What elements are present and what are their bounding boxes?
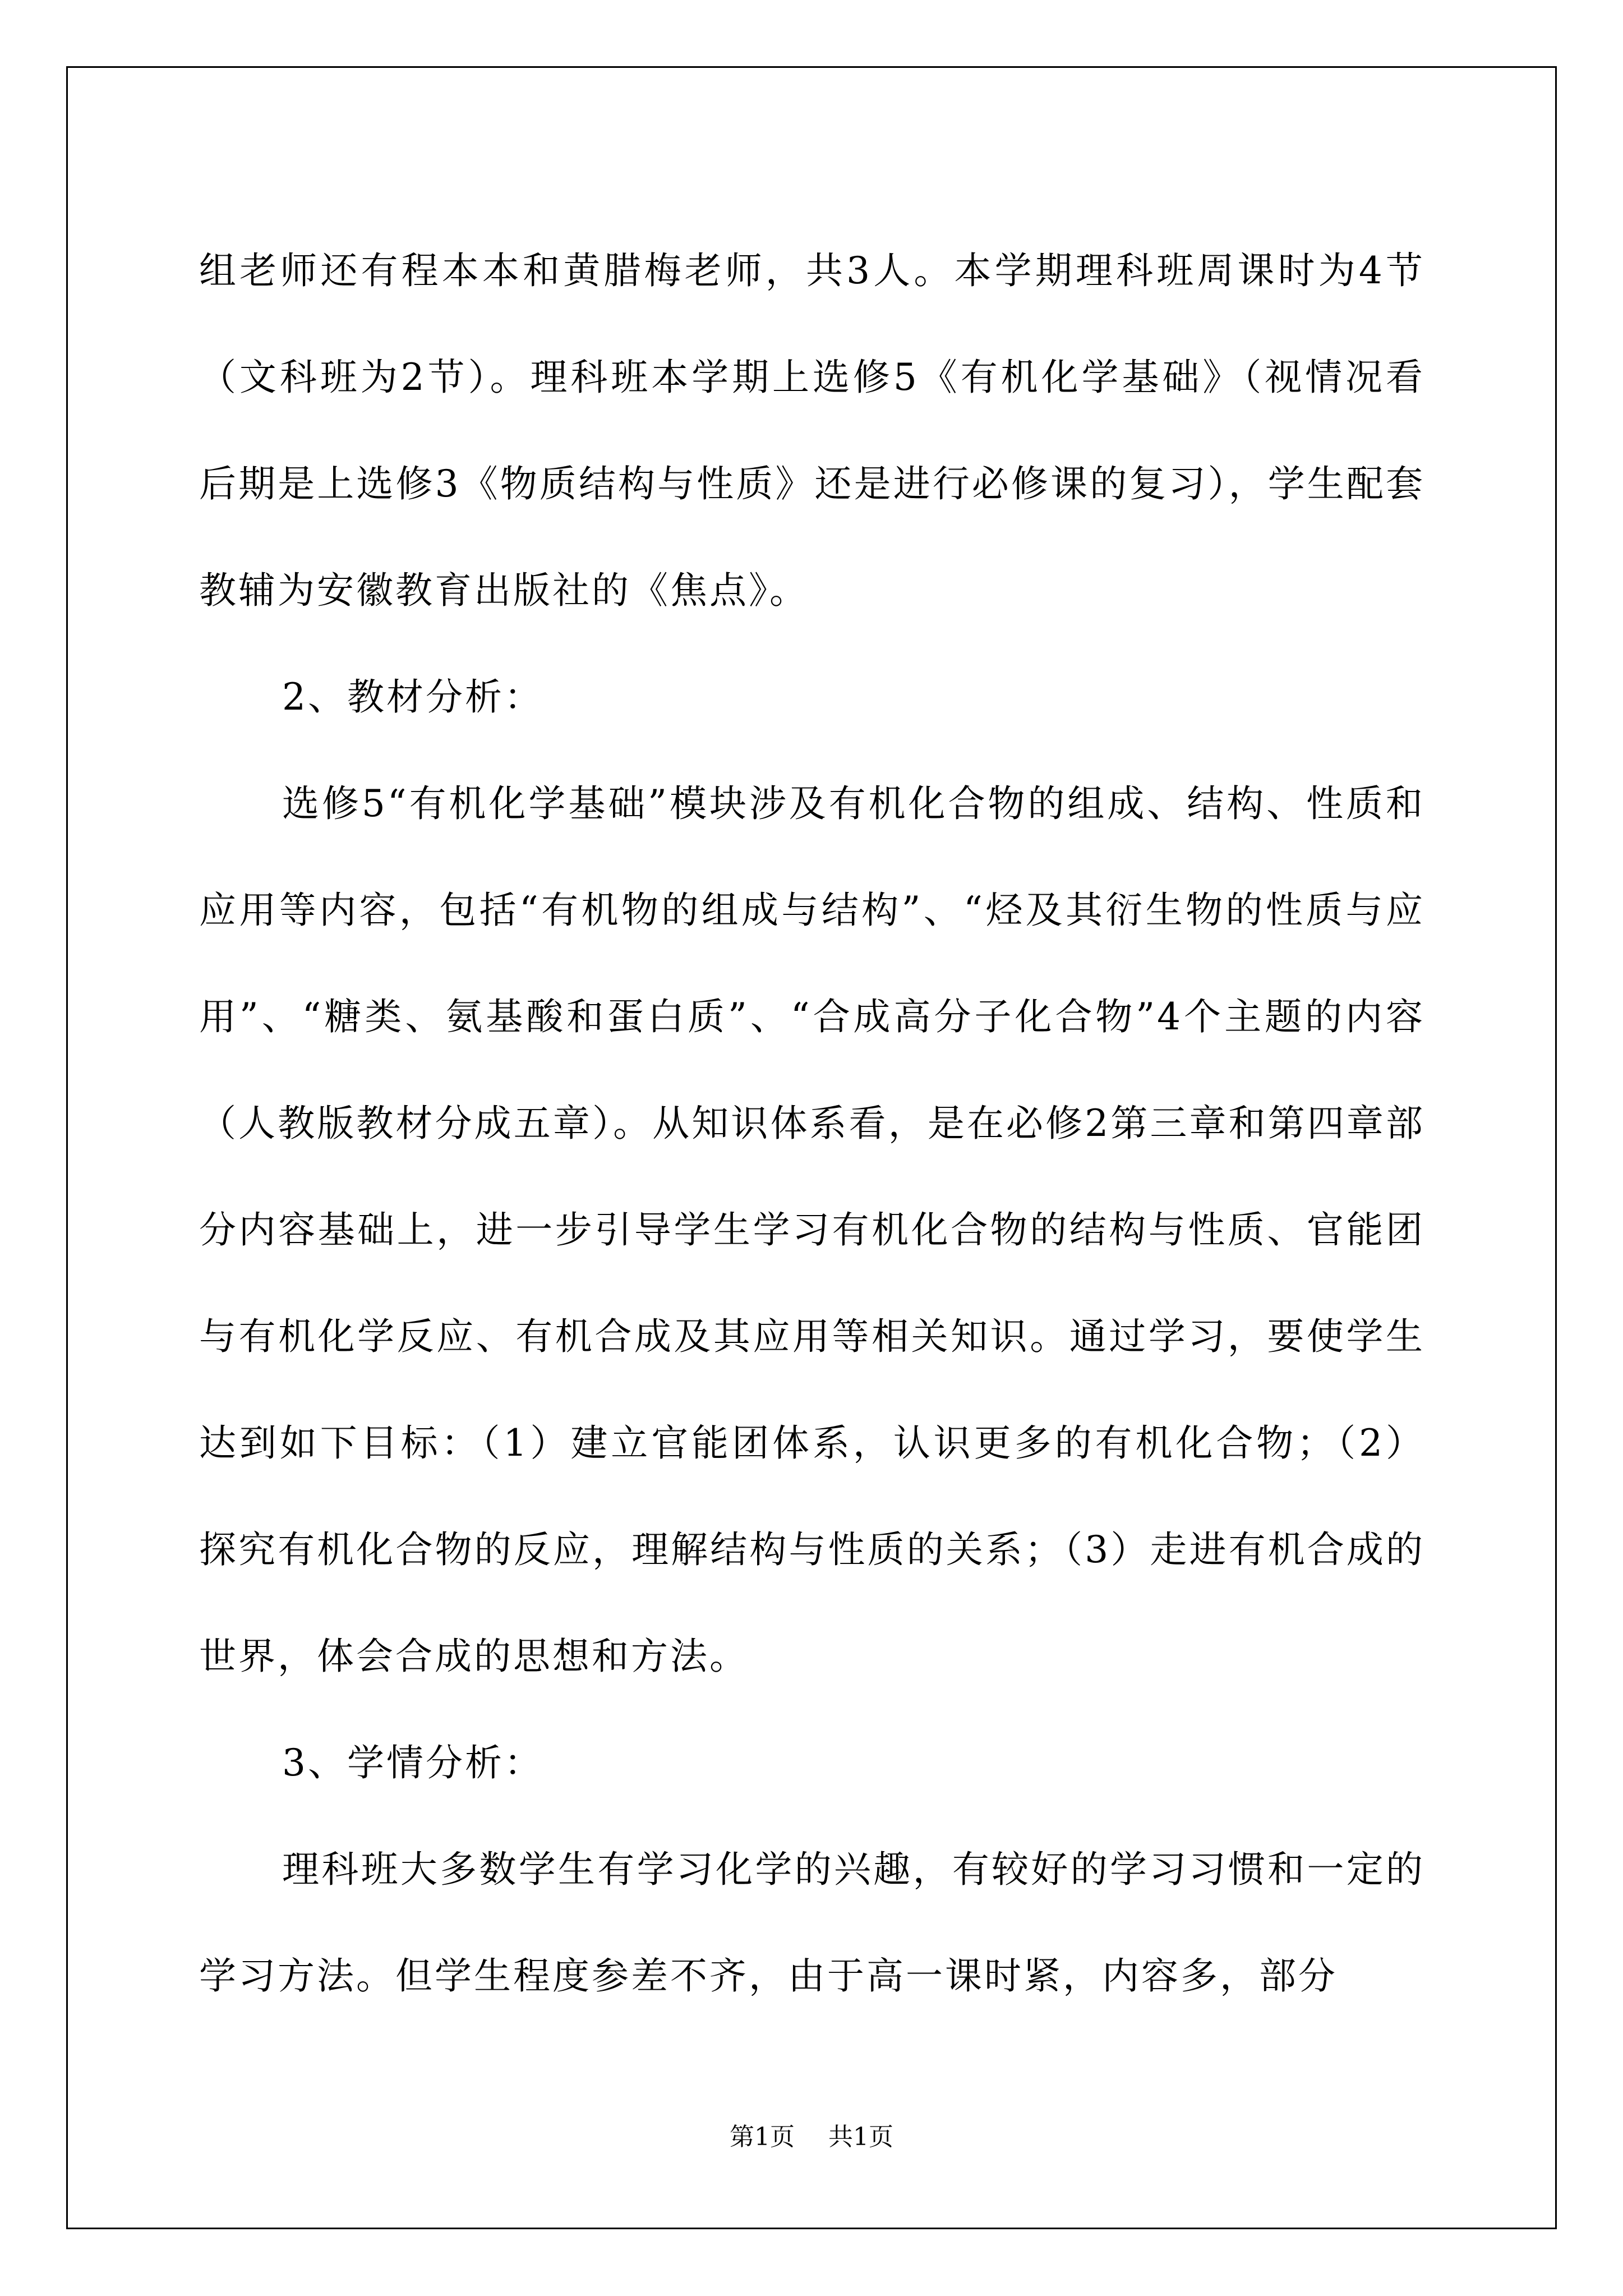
document-body xyxy=(199,218,1425,2030)
section-heading-textbook-analysis: 2、教材分析： xyxy=(282,675,543,719)
page-footer xyxy=(0,2120,1623,2154)
paragraph-continuation: 组老师还有程本本和黄腊梅老师，共3人。本学期理科班周课时为4节（文科班为2节）。理科班本学期上选修5《有机化学基础》（视情况看后期是上选修3《物质结构与性质》还是进行必修课的复习），学生配套教辅为安徽教育出版社的《焦点》。 xyxy=(199,249,1425,612)
section-heading-student-analysis: 3、学情分析： xyxy=(282,1741,543,1784)
page-number-current: 第1页 xyxy=(730,2123,795,2151)
paragraph-student-analysis: 理科班大多数学生有学习化学的兴趣，有较好的学习习惯和一定的学习方法。但学生程度参差不齐，由于高一课时紧，内容多，部分 xyxy=(199,1848,1425,1998)
paragraph-textbook-analysis: 选修5“有机化学基础”模块涉及有机化合物的组成、结构、性质和应用等内容，包括“有机物的组成与结构”、“烃及其衍生物的性质与应用”、“糖类、氨基酸和蛋白质”、“合成高分子化合物”4个主题的内容（人教版教材分成五章）。从知识体系看，是在必修2第三章和第四章部分内容基础上，进一步引导学生学习有机化合物的结构与性质、官能团与有机化学反应、有机合成及其应用等相关知识。通过学习，要使学生达到如下目标：（1）建立官能团体系，认识更多的有机化合物；（2）探究有机化合物的反应，理解结构与性质的关系；（3）走进有机合成的世界，体会合成的思想和方法。 xyxy=(199,782,1425,1678)
page-number-total: 共1页 xyxy=(828,2123,893,2151)
